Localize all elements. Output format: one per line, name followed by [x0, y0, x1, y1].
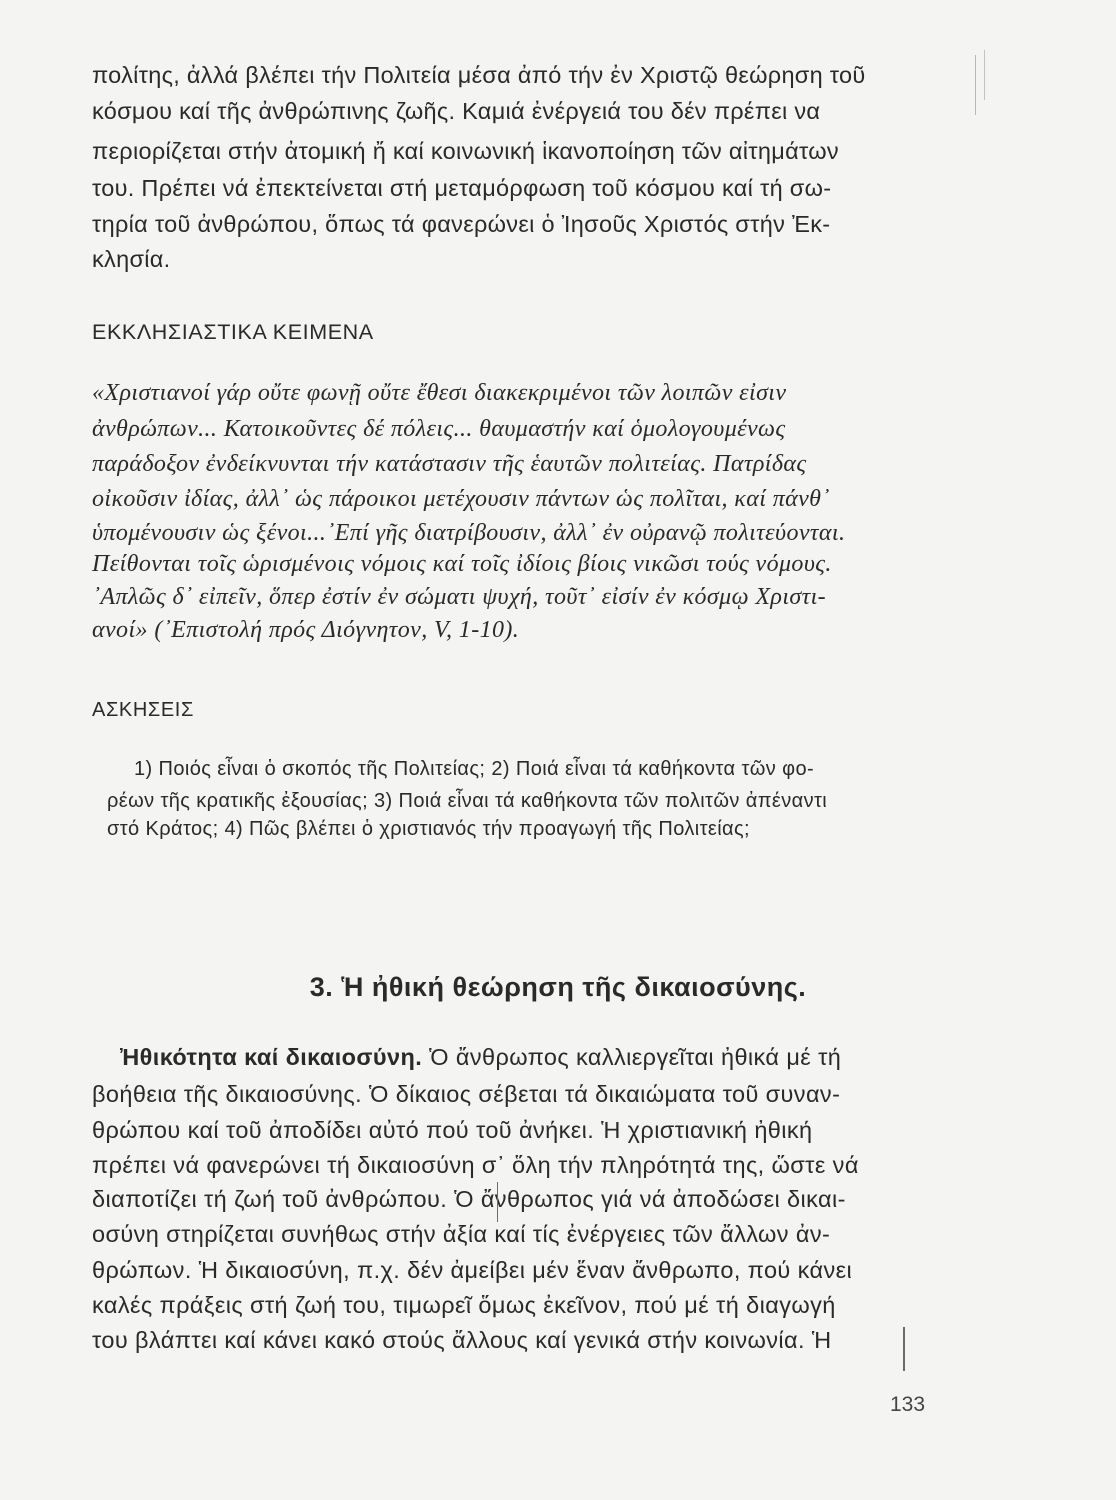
- text-line: κόσμου καί τῆς ἀνθρώπινης ζωῆς. Καμιά ἐνέργειά του δέν πρέπει να: [92, 98, 821, 124]
- text-line: κλησία.: [92, 246, 171, 272]
- quote-line: οἰκοῦσιν ἰδίας, ἀλλ᾽ ὡς πάροικοι μετέχουσιν πάντων ὡς πολῖται, καί πάνθ᾽: [92, 486, 830, 512]
- paragraph-lead: Ἠθικότητα καί δικαιοσύνη.: [120, 1044, 423, 1070]
- quote-line: παράδοξον ἐνδείκνυνται τήν κατάστασιν τῆς ἑαυτῶν πολιτείας. Πατρίδας: [92, 451, 807, 477]
- quote-line: Πείθονται τοῖς ὡρισμένοις νόμοις καί τοῖς ἰδίοις βίοις νικῶσι τούς νόμους.: [92, 551, 832, 577]
- margin-scratch: [975, 55, 976, 115]
- page-number: 133: [890, 1393, 926, 1416]
- text-line: καλές πράξεις στή ζωή του, τιμωρεῖ ὅμως ἐκεῖνον, πού μέ τή διαγωγή: [92, 1292, 836, 1318]
- text-line: του βλάπτει καί κάνει κακό στούς ἄλλους καί γενικά στήν κοινωνία. Ἡ: [92, 1327, 832, 1353]
- text-line: οσύνη στηρίζεται συνήθως στήν ἀξία καί τίς ἐνέργειες τῶν ἄλλων ἀν-: [92, 1221, 831, 1247]
- exercise-line: στό Κράτος; 4) Πῶς βλέπει ὁ χριστιανός τήν προαγωγή τῆς Πολιτείας;: [107, 818, 750, 840]
- pencil-mark: [903, 1327, 905, 1371]
- quote-line: ᾽Απλῶς δ᾽ εἰπεῖν, ὅπερ ἐστίν ἐν σώματι ψυχή, τοῦτ᾽ εἰσίν ἐν κόσμῳ Χριστι-: [92, 584, 827, 610]
- text-line: πρέπει νά φανερώνει τή δικαιοσύνη σ᾽ ὅλη τήν πληρότητά της, ὥστε νά: [92, 1152, 859, 1178]
- text-line: του. Πρέπει νά ἐπεκτείνεται στή μεταμόρφωση τοῦ κόσμου καί τή σω-: [92, 175, 832, 201]
- margin-scratch: [984, 50, 985, 100]
- text-line: τηρία τοῦ ἀνθρώπου, ὅπως τά φανερώνει ὁ Ἰησοῦς Χριστός στήν Ἐκ-: [92, 211, 831, 237]
- text-line: βοήθεια τῆς δικαιοσύνης. Ὁ δίκαιος σέβεται τά δικαιώματα τοῦ συναν-: [92, 1081, 841, 1107]
- exercise-line: 1) Ποιός εἶναι ὁ σκοπός τῆς Πολιτείας; 2) Ποιά εἶναι τά καθήκοντα τῶν φο-: [134, 758, 815, 780]
- quote-line: ανοί» (᾽Επιστολή πρός Διόγνητον, V, 1-10).: [92, 617, 520, 643]
- text-line: θρώπων. Ἡ δικαιοσύνη, π.χ. δέν ἀμείβει μέν ἕναν ἄνθρωπο, πού κάνει: [92, 1257, 853, 1283]
- exercises-heading: ΑΣΚΗΣΕΙΣ: [92, 699, 194, 721]
- text-line: πολίτης, ἀλλά βλέπει τήν Πολιτεία μέσα ἀπό τήν ἐν Χριστῷ θεώρηση τοῦ: [92, 62, 866, 88]
- text-line: [120, 1044, 841, 1071]
- quote-line: ὑπομένουσιν ὡς ξένοι...᾽Επί γῆς διατρίβουσιν, ἀλλ᾽ ἐν οὐρανῷ πολιτεύονται.: [92, 520, 846, 546]
- text-line: θρώπου καί τοῦ ἀποδίδει αὐτό πού τοῦ ἀνήκει. Ἡ χριστιανική ἠθική: [92, 1117, 813, 1143]
- quote-line: ἀνθρώπων... Κατοικοῦντες δέ πόλεις... θαυμαστήν καί ὁμολογουμένως: [92, 416, 786, 442]
- text-line: διαποτίζει τή ζωή τοῦ ἀνθρώπου. Ὁ ἄνθρωπος γιά νά ἀποδώσει δικαι-: [92, 1186, 846, 1212]
- text-line: περιορίζεται στήν ἀτομική ἤ καί κοινωνική ἱκανοποίηση τῶν αἰτημάτων: [92, 138, 839, 164]
- quote-line: «Χριστιανοί γάρ οὔτε φωνῇ οὔτε ἔθεσι διακεκριμένοι τῶν λοιπῶν εἰσιν: [92, 380, 787, 406]
- church-texts-heading: ΕΚΚΛΗΣΙΑΣΤΙΚΑ ΚΕΙΜΕΝΑ: [92, 320, 374, 344]
- text-run: Ὁ ἄνθρωπος καλλιεργεῖται ἠθικά μέ τή: [422, 1044, 842, 1070]
- chapter-title: 3. Ἡ ἠθική θεώρηση τῆς δικαιοσύνης.: [309, 972, 807, 1002]
- pencil-mark: [497, 1182, 498, 1222]
- exercise-line: ρέων τῆς κρατικῆς ἐξουσίας; 3) Ποιά εἶναι τά καθήκοντα τῶν πολιτῶν ἀπέναντι: [107, 790, 828, 812]
